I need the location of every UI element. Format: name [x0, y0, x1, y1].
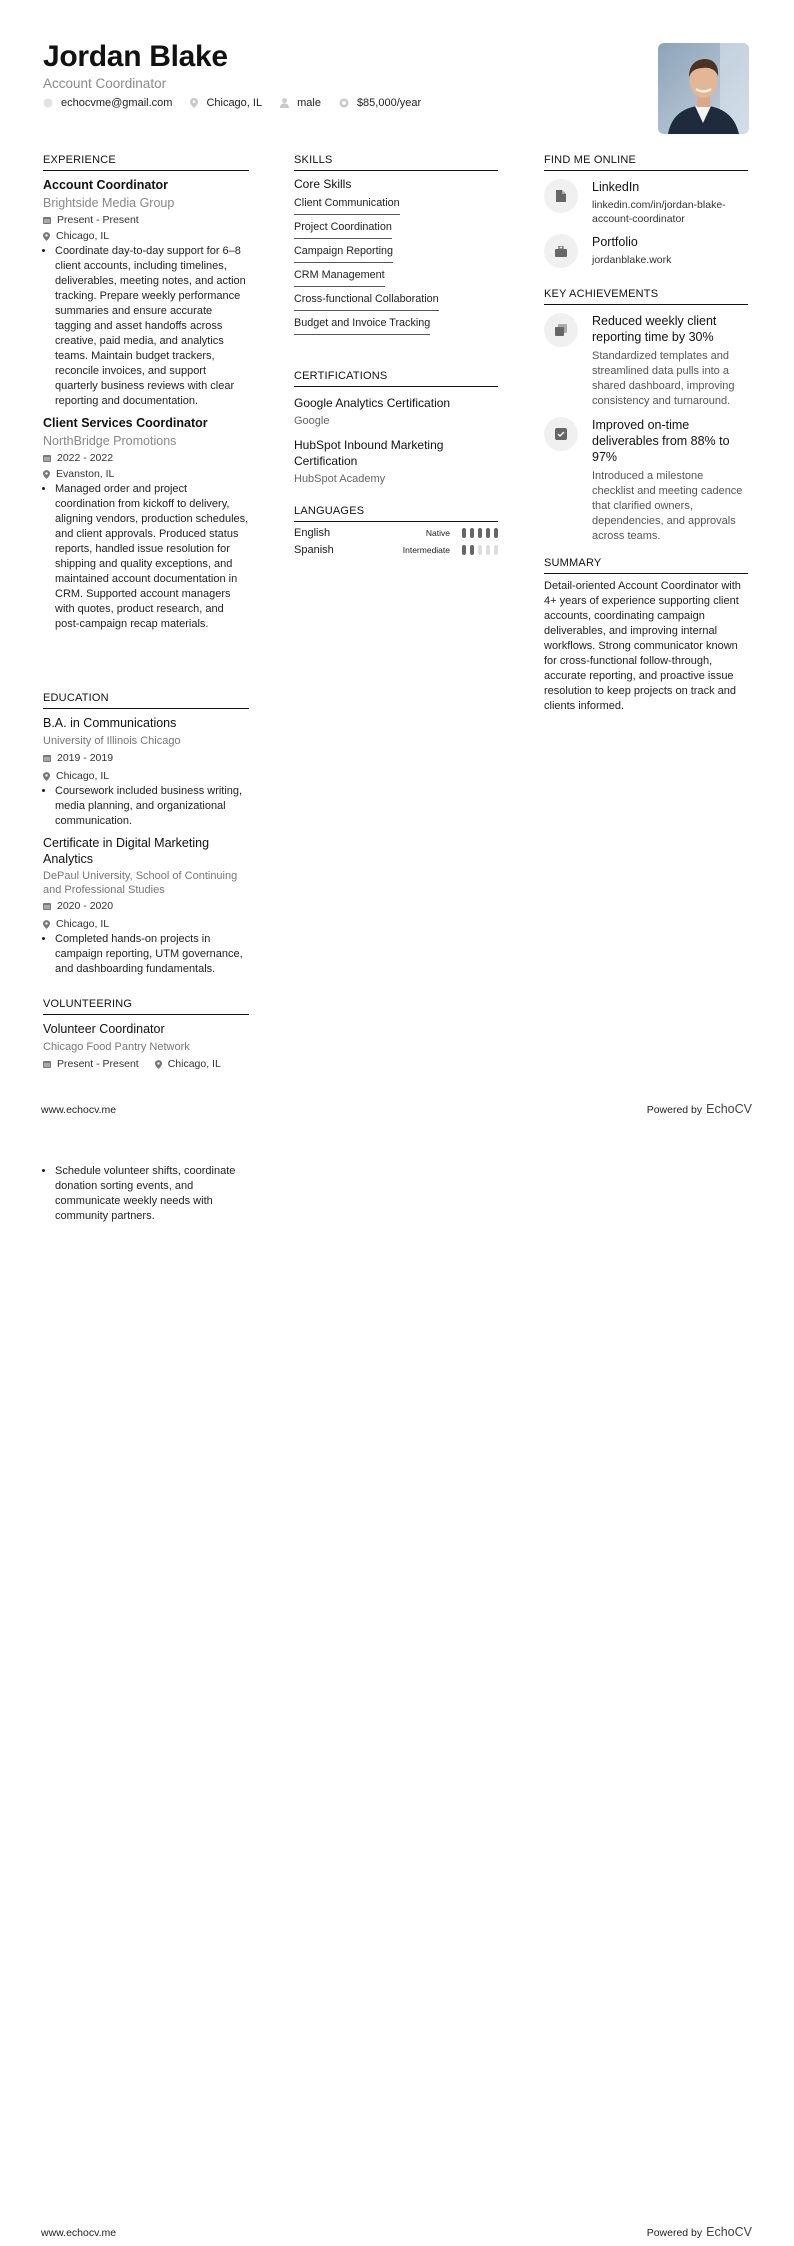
online-link-linkedin[interactable] [544, 179, 748, 226]
online-section [544, 154, 748, 268]
language-name: Spanish [294, 544, 334, 556]
experience-location: Chicago, IL [43, 229, 249, 243]
contact-bar [43, 97, 439, 109]
education-item [43, 715, 249, 829]
skills-heading: SKILLS [294, 154, 498, 171]
certification-item [294, 437, 498, 487]
footer-powered-by[interactable] [647, 2225, 752, 2239]
footer-site-link[interactable]: www.echocv.me [41, 2227, 117, 2239]
achievement-title: Reduced weekly client reporting time by 30% [592, 314, 717, 344]
education-school: University of Illinois Chicago [43, 735, 181, 747]
rating-bar-filled [470, 528, 474, 538]
footer-powered-by[interactable] [647, 1102, 752, 1116]
rating-bar-empty [478, 545, 482, 555]
volunteering-section [43, 998, 249, 1071]
rating-bar-filled [462, 545, 466, 555]
online-heading: FIND ME ONLINE [544, 154, 748, 171]
location-text: Chicago, IL [206, 97, 263, 109]
skill-item: Campaign Reporting [294, 243, 393, 263]
education-section [43, 692, 249, 977]
email-contact[interactable] [43, 97, 172, 109]
gender-text: male [297, 97, 321, 109]
location-pin-icon [155, 1060, 162, 1069]
skill-item: Budget and Invoice Tracking [294, 315, 430, 335]
location-pin-icon [43, 232, 50, 241]
certifications-section [294, 370, 498, 487]
linkedin-icon [544, 179, 578, 213]
language-rating [458, 528, 498, 538]
skill-item: Client Communication [294, 195, 400, 215]
volunteering-title: Volunteer Coordinator [43, 1022, 165, 1036]
rating-bar-empty [494, 545, 498, 555]
email-icon [43, 98, 53, 108]
brand-logo: EchoCV [706, 2225, 752, 2239]
education-location: Chicago, IL [43, 917, 249, 931]
candidate-name: Jordan Blake [43, 40, 228, 73]
achievement-item [544, 313, 748, 409]
volunteering-continued [43, 1163, 249, 1224]
experience-heading: EXPERIENCE [43, 154, 249, 171]
experience-section [43, 154, 249, 632]
experience-item [43, 415, 249, 632]
language-row [294, 544, 498, 556]
powered-label: Powered by [646, 1104, 703, 1116]
achievement-title: Improved on-time deliverables from 88% to 97% [592, 418, 730, 464]
achievements-heading: KEY ACHIEVEMENTS [544, 288, 748, 305]
online-url[interactable]: linkedin.com/in/jordan-blake-account-coordinator [592, 199, 726, 225]
achievement-desc: Standardized templates and streamlined data pulls into a shared dashboard, improving consistency and turnaround. [592, 350, 735, 407]
location-pin-icon [43, 920, 50, 929]
languages-heading: LANGUAGES [294, 505, 498, 522]
experience-dates: 2022 - 2022 [43, 451, 249, 465]
calendar-icon [43, 754, 51, 762]
education-bullet: • Completed hands-on projects in campaign reporting, UTM governance, and dashboarding fundamentals. [55, 932, 249, 977]
document-stack-icon [544, 313, 578, 347]
rating-bar-filled [486, 528, 490, 538]
summary-heading: SUMMARY [544, 557, 748, 574]
experience-item [43, 177, 249, 409]
portfolio-icon [544, 234, 578, 268]
certifications-heading: CERTIFICATIONS [294, 370, 498, 387]
brand-logo: EchoCV [706, 1102, 752, 1116]
job-title: Account Coordinator [43, 76, 167, 91]
location-pin-icon [190, 98, 198, 108]
certification-name: Google Analytics Certification [294, 396, 451, 410]
experience-title: Client Services Coordinator [43, 416, 208, 430]
education-heading: EDUCATION [43, 692, 249, 709]
location-pin-icon [43, 470, 50, 479]
salary-icon [339, 98, 349, 108]
volunteering-item [43, 1021, 249, 1071]
person-icon [280, 98, 289, 108]
volunteering-heading: VOLUNTEERING [43, 998, 249, 1015]
rating-bar-filled [494, 528, 498, 538]
experience-location: Evanston, IL [43, 467, 249, 481]
calendar-icon [43, 216, 51, 224]
calendar-icon [43, 902, 51, 910]
footer-site-link[interactable]: www.echocv.me [41, 1104, 117, 1116]
rating-bar-filled [478, 528, 482, 538]
summary-text: Detail-oriented Account Coordinator with 4+ years of experience supporting client accounts, coordinating campaign deliverables, and improving internal workflows. Strong communicator known for cross-functional follow-through, accurate reporting, and proactive issue resolution to keep projects on track and clients informed. [544, 580, 741, 712]
summary-section [544, 557, 748, 714]
powered-label: Powered by [646, 2227, 703, 2239]
certification-name: HubSpot Inbound Marketing Certification [294, 438, 444, 468]
experience-org: Brightside Media Group [43, 196, 175, 210]
salary-text: $85,000/year [356, 97, 422, 109]
gender-contact [280, 97, 321, 109]
certification-item [294, 395, 498, 429]
online-label: LinkedIn [592, 180, 640, 194]
language-name: English [294, 527, 331, 539]
skills-subheading: Core Skills [294, 177, 352, 191]
email-text: echocvme@gmail.com [61, 97, 173, 109]
experience-dates: Present - Present [43, 213, 249, 227]
education-school: DePaul University, School of Continuing and Professional Studies [43, 870, 238, 896]
achievement-item [544, 417, 748, 544]
location-contact [190, 97, 262, 109]
rating-bar-empty [486, 545, 490, 555]
volunteering-meta: Present - Present Chicago, IL [43, 1057, 249, 1071]
language-level: Native [425, 528, 450, 538]
online-link-portfolio[interactable] [544, 234, 748, 268]
rating-bar-filled [470, 545, 474, 555]
certification-issuer: Google [294, 415, 330, 427]
certification-issuer: HubSpot Academy [294, 473, 386, 485]
language-rating [458, 545, 498, 555]
education-bullet: • Coursework included business writing, media planning, and organizational communication. [55, 784, 249, 829]
salary-contact [339, 97, 421, 109]
experience-bullet: • Coordinate day-to-day support for 6–8 client accounts, including timelines, deliverables, meeting notes, and action tracking. Prepare weekly performance summaries and ensure accurate tagging and asset handoffs across creative, paid media, and analytics teams. Maintain budget trackers, reconcile invoices, and support quarterly business reviews with clear reporting and documentation. [55, 244, 249, 409]
rating-bar-filled [462, 528, 466, 538]
skills-list [294, 191, 498, 335]
volunteering-org: Chicago Food Pantry Network [43, 1041, 190, 1053]
achievement-desc: Introduced a milestone checklist and meeting cadence that clarified owners, dependencies, and approvals across teams. [592, 470, 743, 542]
location-pin-icon [43, 772, 50, 781]
profile-photo [658, 43, 749, 134]
skill-item: Cross-functional Collaboration [294, 291, 439, 311]
skill-item: CRM Management [294, 267, 385, 287]
education-degree: B.A. in Communications [43, 716, 177, 730]
experience-bullet: • Managed order and project coordination from kickoff to delivery, aligning vendors, production schedules, and client approvals. Produced status reports, handled issue resolution for shipping and quality exceptions, and maintained account documentation in CRM. Supported account managers with quotes, product research, and post-campaign recap materials. [55, 482, 249, 632]
achievements-section [544, 288, 748, 544]
skill-item: Project Coordination [294, 219, 392, 239]
volunteering-bullet: • Schedule volunteer shifts, coordinate donation sorting events, and communicate weekly needs with community partners. [55, 1164, 249, 1224]
checklist-icon [544, 417, 578, 451]
language-row [294, 527, 498, 539]
language-level: Intermediate [402, 545, 450, 555]
education-degree: Certificate in Digital Marketing Analytics [43, 836, 210, 866]
languages-section [294, 505, 498, 556]
calendar-icon [43, 454, 51, 462]
experience-title: Account Coordinator [43, 178, 168, 192]
education-location: Chicago, IL [43, 769, 249, 783]
online-label: Portfolio [592, 235, 638, 249]
education-dates: 2020 - 2020 [43, 899, 249, 913]
experience-org: NorthBridge Promotions [43, 434, 177, 448]
online-url[interactable]: jordanblake.work [592, 254, 672, 266]
education-dates: 2019 - 2019 [43, 751, 249, 765]
skills-section [294, 154, 498, 335]
education-item [43, 835, 249, 977]
calendar-icon [43, 1060, 51, 1068]
